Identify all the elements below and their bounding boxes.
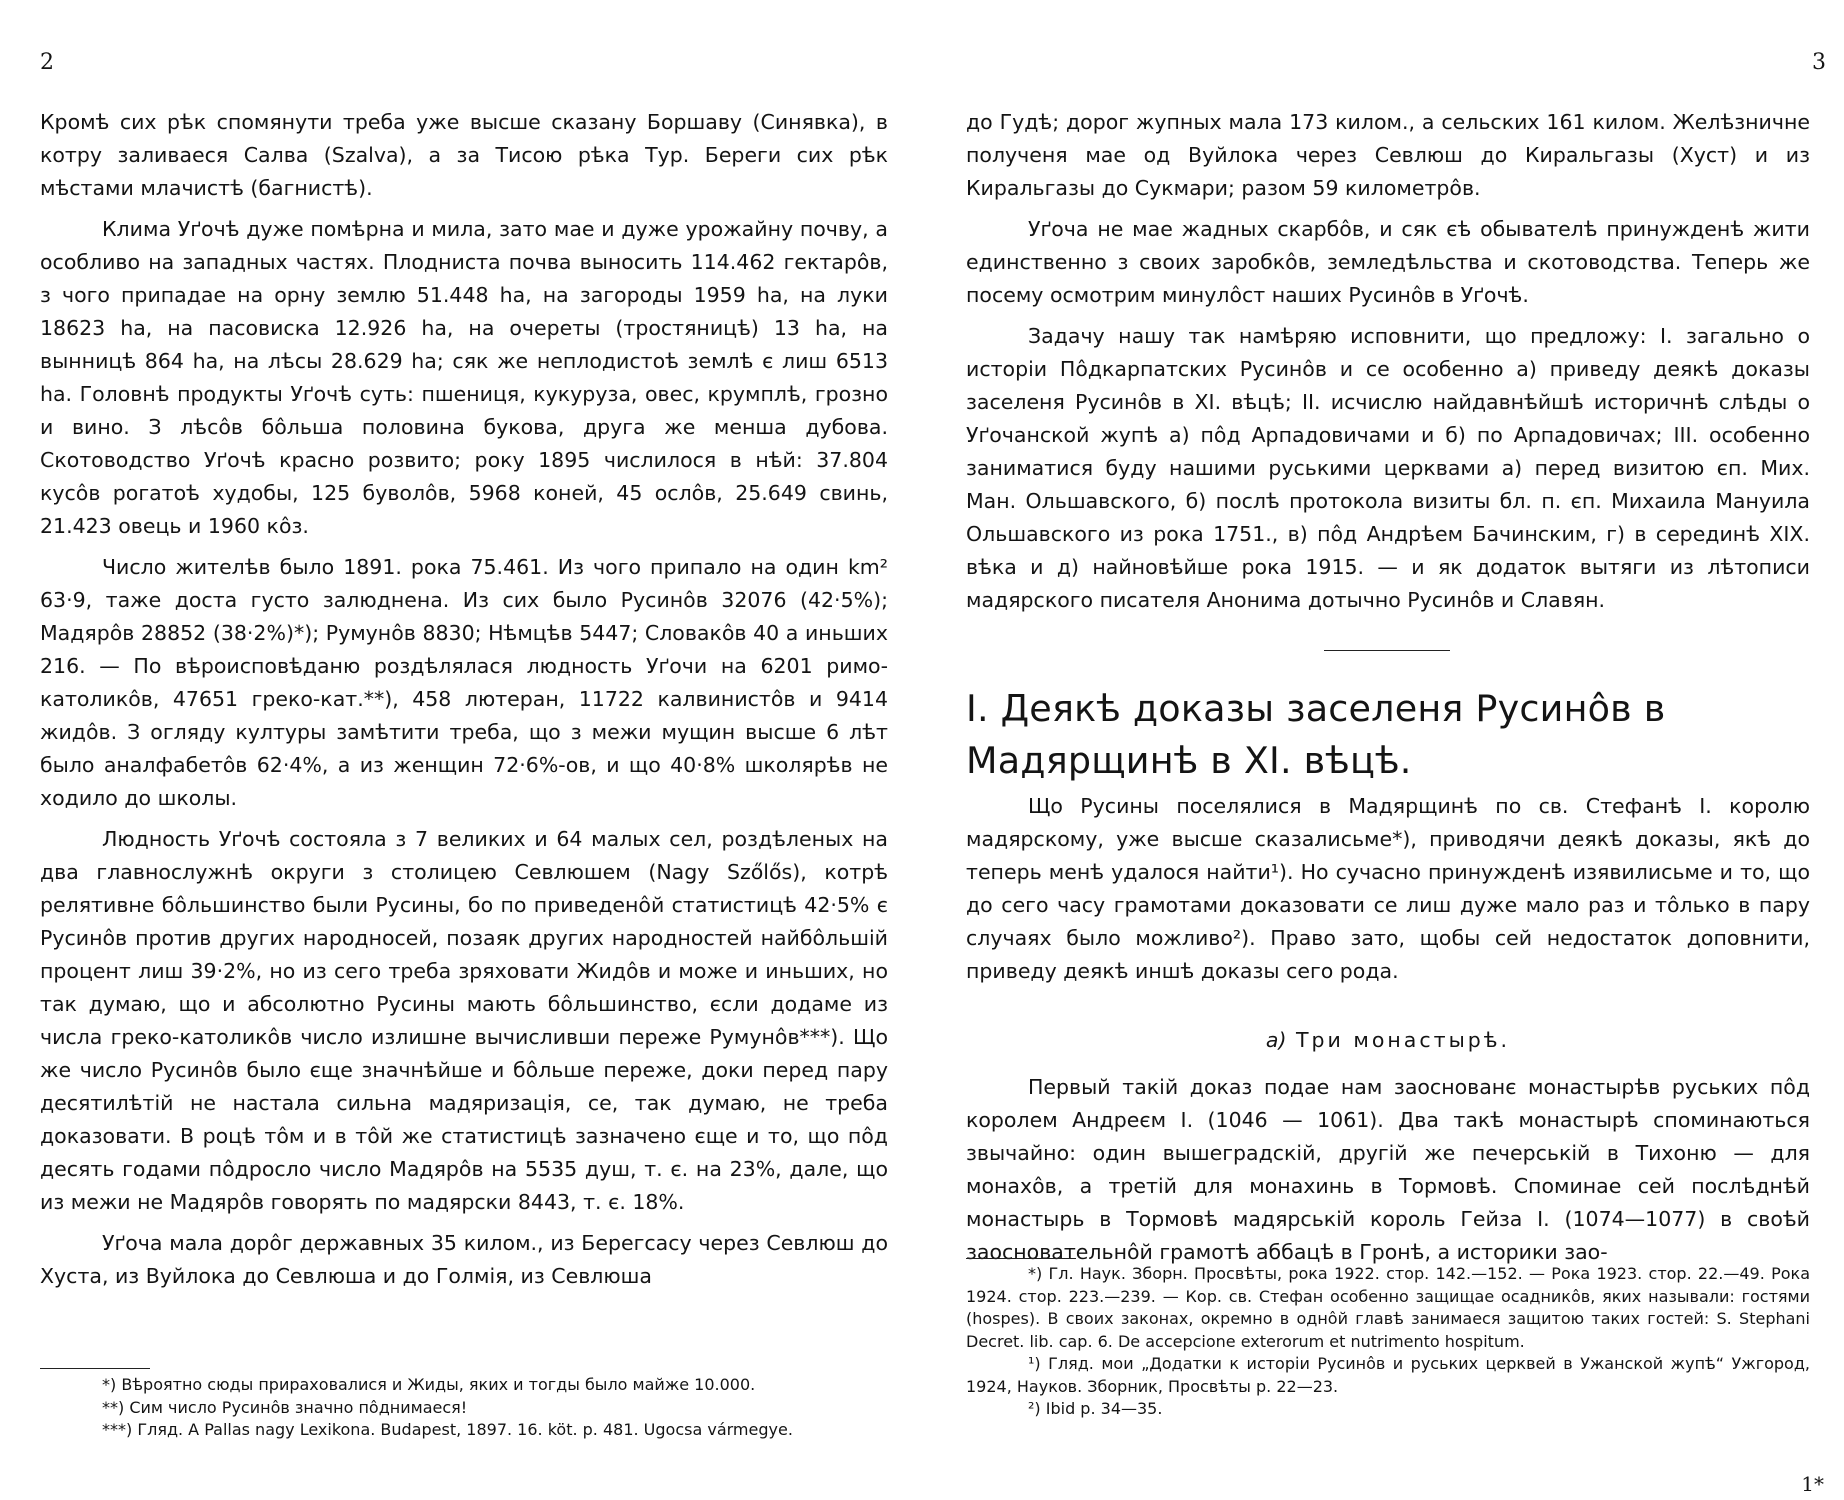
paragraph: Задачу нашу так намѣряю исповнити, що предложу: I. загально о исторіи Пôдкарпатских Русинôв и се особенно а) приведу деякѣ доказы заселеня Русинôв в XI. вѣцѣ; II. исчислю найдавнѣйшѣ историчнѣ слѣды о Уґочанской жупѣ а) пôд Арпадовичами и б) по Арпадовичах; III. особенно заниматися буду нашими руськими церквами а) перед визитою єп. Мих. Ман. Ольшавского, б) послѣ протокола визиты бл. п. єп. Михаила Мануила Ольшавского из рока 1751., в) пôд Андрѣем Бачинским, г) в серединѣ XIX. вѣка и д) найновѣйше рока 1915. — и як додаток вытяги из лѣтописи мадярского писателя Анонима дотычно Русинôв и Славян. bbox=[966, 324, 1810, 612]
left-footnotes bbox=[40, 1374, 888, 1442]
footnote-rule bbox=[966, 1258, 1076, 1259]
footnote: ¹) Гляд. мои „Додатки к исторіи Русинôв и руських церквей в Ужанской жупѣ“ Ужгород, 1924, Науков. Зборник, Просвѣты р. 22—23. bbox=[966, 1354, 1810, 1396]
paragraph: Кромѣ сих рѣк спомянути треба уже высше сказану Боршаву (Синявка), в котру заливаеся Салва (Szalva), а за Тисою рѣка Тур. Береги сих рѣк мѣстами млачистѣ (багнистѣ). bbox=[40, 110, 888, 200]
page-number-left: 2 bbox=[40, 50, 54, 75]
paragraph: Число жителѣв было 1891. рока 75.461. Из чого припало на один km² 63·9, таже доста густо залюднена. Из сих было Русинôв 32076 (42·5%); Мадярôв 28852 (38·2%)*); Румунôв 8830; Нѣмцѣв 5447; Словакôв 40 а иньших 216. — По вѣроисповѣданю роздѣлялася людность Уґочи на 6201 римо-католикôв, 47651 греко-кат.**), 458 лютеран, 11722 калвинистôв и 9414 жидôв. З огляду културы замѣтити треба, що з межи мущин высше 6 лѣт было аналфабетôв 62·4%, а из женщин 72·6%-ов, и що 40·8% школярѣв не ходило до школы. bbox=[40, 555, 888, 810]
paragraph: Уґоча мала дорôг державных 35 килом., из Берегсасу через Севлюш до Хуста, из Вуйлока до Севлюша и до Голмія, из Севлюша bbox=[40, 1231, 888, 1288]
footnote-rule bbox=[40, 1368, 150, 1369]
footnote: ***) Гляд. A Pallas nagy Lexikona. Budapest, 1897. 16. köt. p. 481. Ugocsa vármegye. bbox=[102, 1420, 793, 1439]
paragraph: до Гудѣ; дорог жупных мала 173 килом., а сельских 161 килом. Желѣзничне полученя мае од Вуйлока через Севлюш до Киральгазы (Хуст) и из Киральгазы до Сукмари; разом 59 километрôв. bbox=[966, 110, 1810, 200]
subheading bbox=[966, 1024, 1810, 1057]
footnote: **) Сим число Русинôв значно пôднимаеся! bbox=[102, 1397, 468, 1417]
subheading-letter: а) bbox=[1265, 1028, 1287, 1052]
right-page bbox=[922, 0, 1844, 1500]
paragraph: Людность Уґочѣ состояла з 7 великих и 64 малых сел, роздѣленых на два главнослужнѣ округи з столицею Севлюшем (Nagy Szőlős), котрѣ релятивне бôльшинство были Русины, бо по приведенôй статистицѣ 42·5% є Русинôв против других народносей, позаяк других народностей найбôльшій процент лиш 39·2%, но из сего треба зряховати Жидôв и може и иньших, но так думаю, що и абсолютно Русины мають бôльшинство, єсли додаме из числа греко-католикôв число излишне вычисливши переже Румунôв***). Що же число Русинôв было єще значнѣйше и бôльше переже, доки перед пару десятилѣтій не настала сильна мадяризація, се, так думаю, не треба доказовати. В роцѣ тôм и в тôй же статистицѣ зазначено єще и то, що пôд десять годами пôдросло число Мадярôв на 5535 душ, т. є. на 23%, дале, що из межи не Мадярôв говорять по мадярски 8443, т. є. 18%. bbox=[40, 827, 888, 1214]
subheading-text: Три монастырѣ. bbox=[1296, 1028, 1511, 1052]
section-heading: I. Деякѣ доказы заселеня Русинôв в Мадярщинѣ в XI. вѣцѣ. bbox=[966, 687, 1666, 782]
right-body-text bbox=[966, 106, 1810, 625]
section-body-text bbox=[966, 790, 1810, 1269]
section-divider bbox=[1324, 650, 1450, 651]
signature-mark: 1* bbox=[1801, 1472, 1824, 1496]
paragraph: Первый такій доказ подае нам заоснованє монастырѣв руських пôд королем Андреєм I. (1046 — 1061). Два такѣ монастырѣ споминаються звычайно: один вышеградскій, другій же печерській в Тихоню — для монахôв, а третій для монахинь в Тормовѣ. Споминае сей послѣднѣй монастырь в Тормовѣ мадярській король Гейза I. (1074—1077) в своѣй заосновательнôй грамотѣ аббацѣ в Гронѣ, а историки зао- bbox=[966, 1075, 1810, 1264]
paragraph: Що Русины поселялися в Мадярщинѣ по св. Стефанѣ I. королю мадярскому, уже высше сказалисьме*), приводячи деякѣ доказы, якѣ до теперь менѣ удалося найти¹). Но сучасно принужденѣ изявилисьме и то, що до сего часу грамотами доказовати се лиш дуже мало раз и тôлько в пару случаях было можливо²). Право зато, щобы сей недостаток доповнити, приведу деякѣ иншѣ доказы сего рода. bbox=[966, 794, 1810, 983]
page-number-right: 3 bbox=[1812, 50, 1826, 75]
right-footnotes bbox=[966, 1263, 1810, 1421]
paragraph: Уґоча не мае жадных скарбôв, и сяк єѣ обывателѣ принужденѣ жити единственно з своих заробкôв, земледѣльства и скотоводства. Теперь же посему осмотрим минулôст наших Русинôв в Уґочѣ. bbox=[966, 217, 1810, 307]
paragraph: Клима Уґочѣ дуже помѣрна и мила, зато мае и дуже урожайну почву, а особливо на западных частях. Плодниста почва выносить 114.462 гектарôв, з чого припадае на орну землю 51.448 ha, на загороды 1959 ha, на луки 18623 ha, на пасовиска 12.926 ha, на очереты (тростяницѣ) 13 ha, на вынницѣ 864 ha, на лѣсы 28.629 ha; сяк же неплодистоѣ землѣ є лиш 6513 ha. Головнѣ продукты Уґочѣ суть: пшениця, кукуруза, овес, крумплѣ, грозно и вино. З лѣсôв бôльша половина букова, друга же менша дубова. Скотоводство Уґочѣ красно розвито; року 1895 числилося в нѣй: 37.804 кусôв рогатоѣ худобы, 125 буволôв, 5968 коней, 45 ослôв, 25.649 свинь, 21.423 овець и 1960 кôз. bbox=[40, 217, 888, 538]
left-body-text bbox=[40, 106, 888, 1301]
footnote: *) Гл. Наук. Зборн. Просвѣты, рока 1922. стор. 142.—152. — Рока 1923. стор. 22.—49. Рока 1924. стор. 223.—239. — Кор. св. Стефан особенно защищае осадникôв, яких называли: гостями (hospes). В своих законах, окремно в однôй главѣ занимаеся защитою таких гостей: S. Stephani Decret. lib. cap. 6. De accepcione exterorum et nutrimento hospitum. bbox=[966, 1264, 1810, 1351]
footnote: *) Вѣроятно сюды прираховалися и Жиды, яких и тогды было майже 10.000. bbox=[102, 1375, 756, 1394]
footnote: ²) Ibid p. 34—35. bbox=[1028, 1399, 1163, 1418]
